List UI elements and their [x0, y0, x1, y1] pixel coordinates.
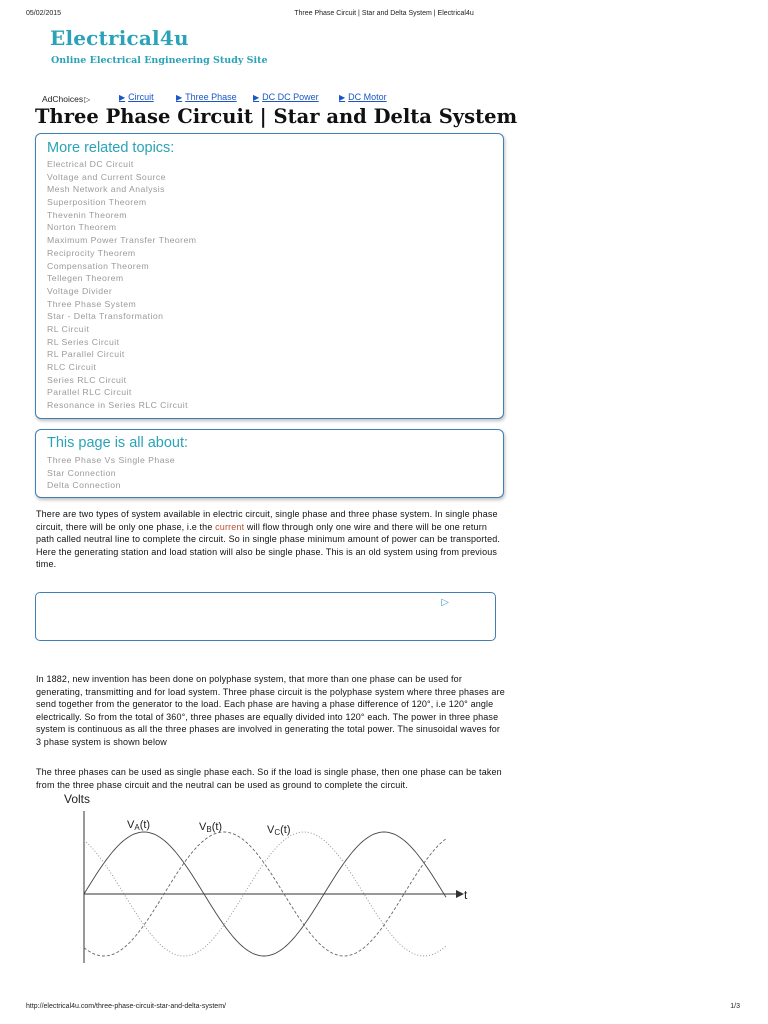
current-link[interactable]: current	[215, 521, 245, 532]
related-topic-link[interactable]: Resonance in Series RLC Circuit	[47, 400, 188, 411]
label-va: VA(t)	[127, 819, 151, 832]
print-header	[0, 10, 768, 22]
page-section-link[interactable]: Three Phase Vs Single Phase	[47, 455, 176, 465]
label-vb: VB(t)	[199, 821, 223, 834]
paragraph-text: There are two types of system available in electric circuit, single phase and three phase system. In single phase circuit, there will be only one phase, i.e the	[36, 509, 498, 532]
y-axis-label: Volts	[64, 792, 91, 806]
ad-link-label: DC DC Power	[262, 92, 319, 102]
adchoices-link[interactable]	[42, 94, 90, 104]
ad-link-dc-dc-power[interactable]	[253, 92, 319, 102]
print-page-number: 1/3	[730, 1003, 740, 1010]
related-topic-link[interactable]: RLC Circuit	[47, 362, 97, 372]
related-topic-link[interactable]: RL Parallel Circuit	[47, 349, 125, 360]
related-topic-link[interactable]: Mesh Network and Analysis	[47, 184, 165, 195]
related-topic-link[interactable]: Three Phase System	[47, 298, 137, 309]
page-about-box	[35, 429, 504, 498]
related-topic-link[interactable]: Electrical DC Circuit	[47, 159, 134, 169]
related-topic-link[interactable]: Series RLC Circuit	[47, 374, 127, 385]
ad-link-circuit[interactable]	[119, 92, 154, 102]
triangle-right-icon: ▶	[253, 93, 260, 102]
x-axis-label: t	[464, 888, 468, 902]
page-title: Three Phase Circuit | Star and Delta System	[35, 105, 518, 128]
ad-link-dc-motor[interactable]	[339, 92, 387, 102]
triangle-right-icon: ▶	[339, 93, 346, 102]
related-topic-link[interactable]: Thevenin Theorem	[47, 209, 127, 220]
paragraph-intro	[36, 508, 506, 571]
paragraph-single-phase-use: The three phases can be used as single phase each. So if the load is single phase, then one phase can be taken from the three phase circuit and the neutral can be used as ground to complete the circuit.	[36, 767, 502, 790]
print-url: http://electrical4u.com/three-phase-circuit-star-and-delta-system/	[26, 1003, 226, 1010]
related-topic-link[interactable]: Star - Delta Transformation	[47, 311, 164, 322]
page-about-heading: This page is all about:	[47, 435, 189, 451]
related-topic-link[interactable]: Tellegen Theorem	[47, 273, 124, 284]
print-doc-title: Three Phase Circuit | Star and Delta System | Electrical4u	[294, 10, 474, 17]
related-topic-link[interactable]: Voltage Divider	[47, 285, 113, 296]
related-topic-link[interactable]: Norton Theorem	[47, 222, 117, 233]
related-topics-heading: More related topics:	[47, 140, 175, 156]
related-topic-link[interactable]: Superposition Theorem	[47, 197, 147, 208]
triangle-right-icon: ▶	[119, 93, 126, 102]
related-topics-box	[35, 133, 504, 419]
related-topic-link[interactable]: Maximum Power Transfer Theorem	[47, 235, 197, 246]
related-topics-list	[47, 158, 196, 412]
related-topic-link[interactable]: RL Circuit	[47, 323, 90, 334]
paragraph-polyphase: In 1882, new invention has been done on polyphase system, that more than one phase can be used for generating, transmitting and for load system. Three phase circuit is the polyphase system where three phases are send together from the generator to the load. Each phase are having a phase difference of 120°, i.e 120° angle electrically. So from the total of 360°, three phases are equally divided into 120° each. The power in three phase system is continuous as all the three phases are involved in generating the total power. The sinusoidal waves for 3 phase system is shown below	[36, 674, 505, 747]
page-section-link[interactable]: Star Connection	[47, 467, 117, 478]
triangle-right-icon: ▶	[176, 93, 183, 102]
ad-link-label: DC Motor	[348, 92, 387, 102]
paragraph-text: will flow through only one wire and there will be one return path called neutral line to complete the circuit. So in single phase minimum amount of power can be transported. Here the generating station and load station will also be single phase. This is an old system using from previous time.	[36, 521, 501, 570]
ad-link-three-phase[interactable]	[176, 92, 237, 102]
adchoices-icon: ▷	[84, 95, 91, 104]
related-topic-link[interactable]: Voltage and Current Source	[47, 171, 166, 182]
x-axis-arrow	[456, 890, 464, 898]
ad-link-label: Circuit	[128, 92, 154, 102]
page-section-link[interactable]: Delta Connection	[47, 480, 121, 491]
adchoices-icon[interactable]: ▷	[441, 597, 449, 608]
related-topic-link[interactable]: Compensation Theorem	[47, 260, 150, 271]
ad-banner[interactable]	[35, 592, 496, 641]
print-date: 05/02/2015	[26, 10, 62, 17]
three-phase-waveform-figure	[56, 787, 486, 967]
related-topic-link[interactable]: Parallel RLC Circuit	[47, 387, 132, 398]
related-topic-link[interactable]: Reciprocity Theorem	[47, 247, 136, 258]
adchoices-label: AdChoices	[42, 94, 84, 104]
page-about-list	[47, 454, 175, 492]
label-vc: VC(t)	[267, 824, 291, 837]
site-tagline: Online Electrical Engineering Study Site	[51, 55, 268, 66]
site-logo[interactable]: Electrical4u	[50, 26, 189, 50]
related-topic-link[interactable]: RL Series Circuit	[47, 336, 120, 347]
ad-link-label: Three Phase	[185, 92, 237, 102]
print-footer	[0, 1003, 768, 1015]
